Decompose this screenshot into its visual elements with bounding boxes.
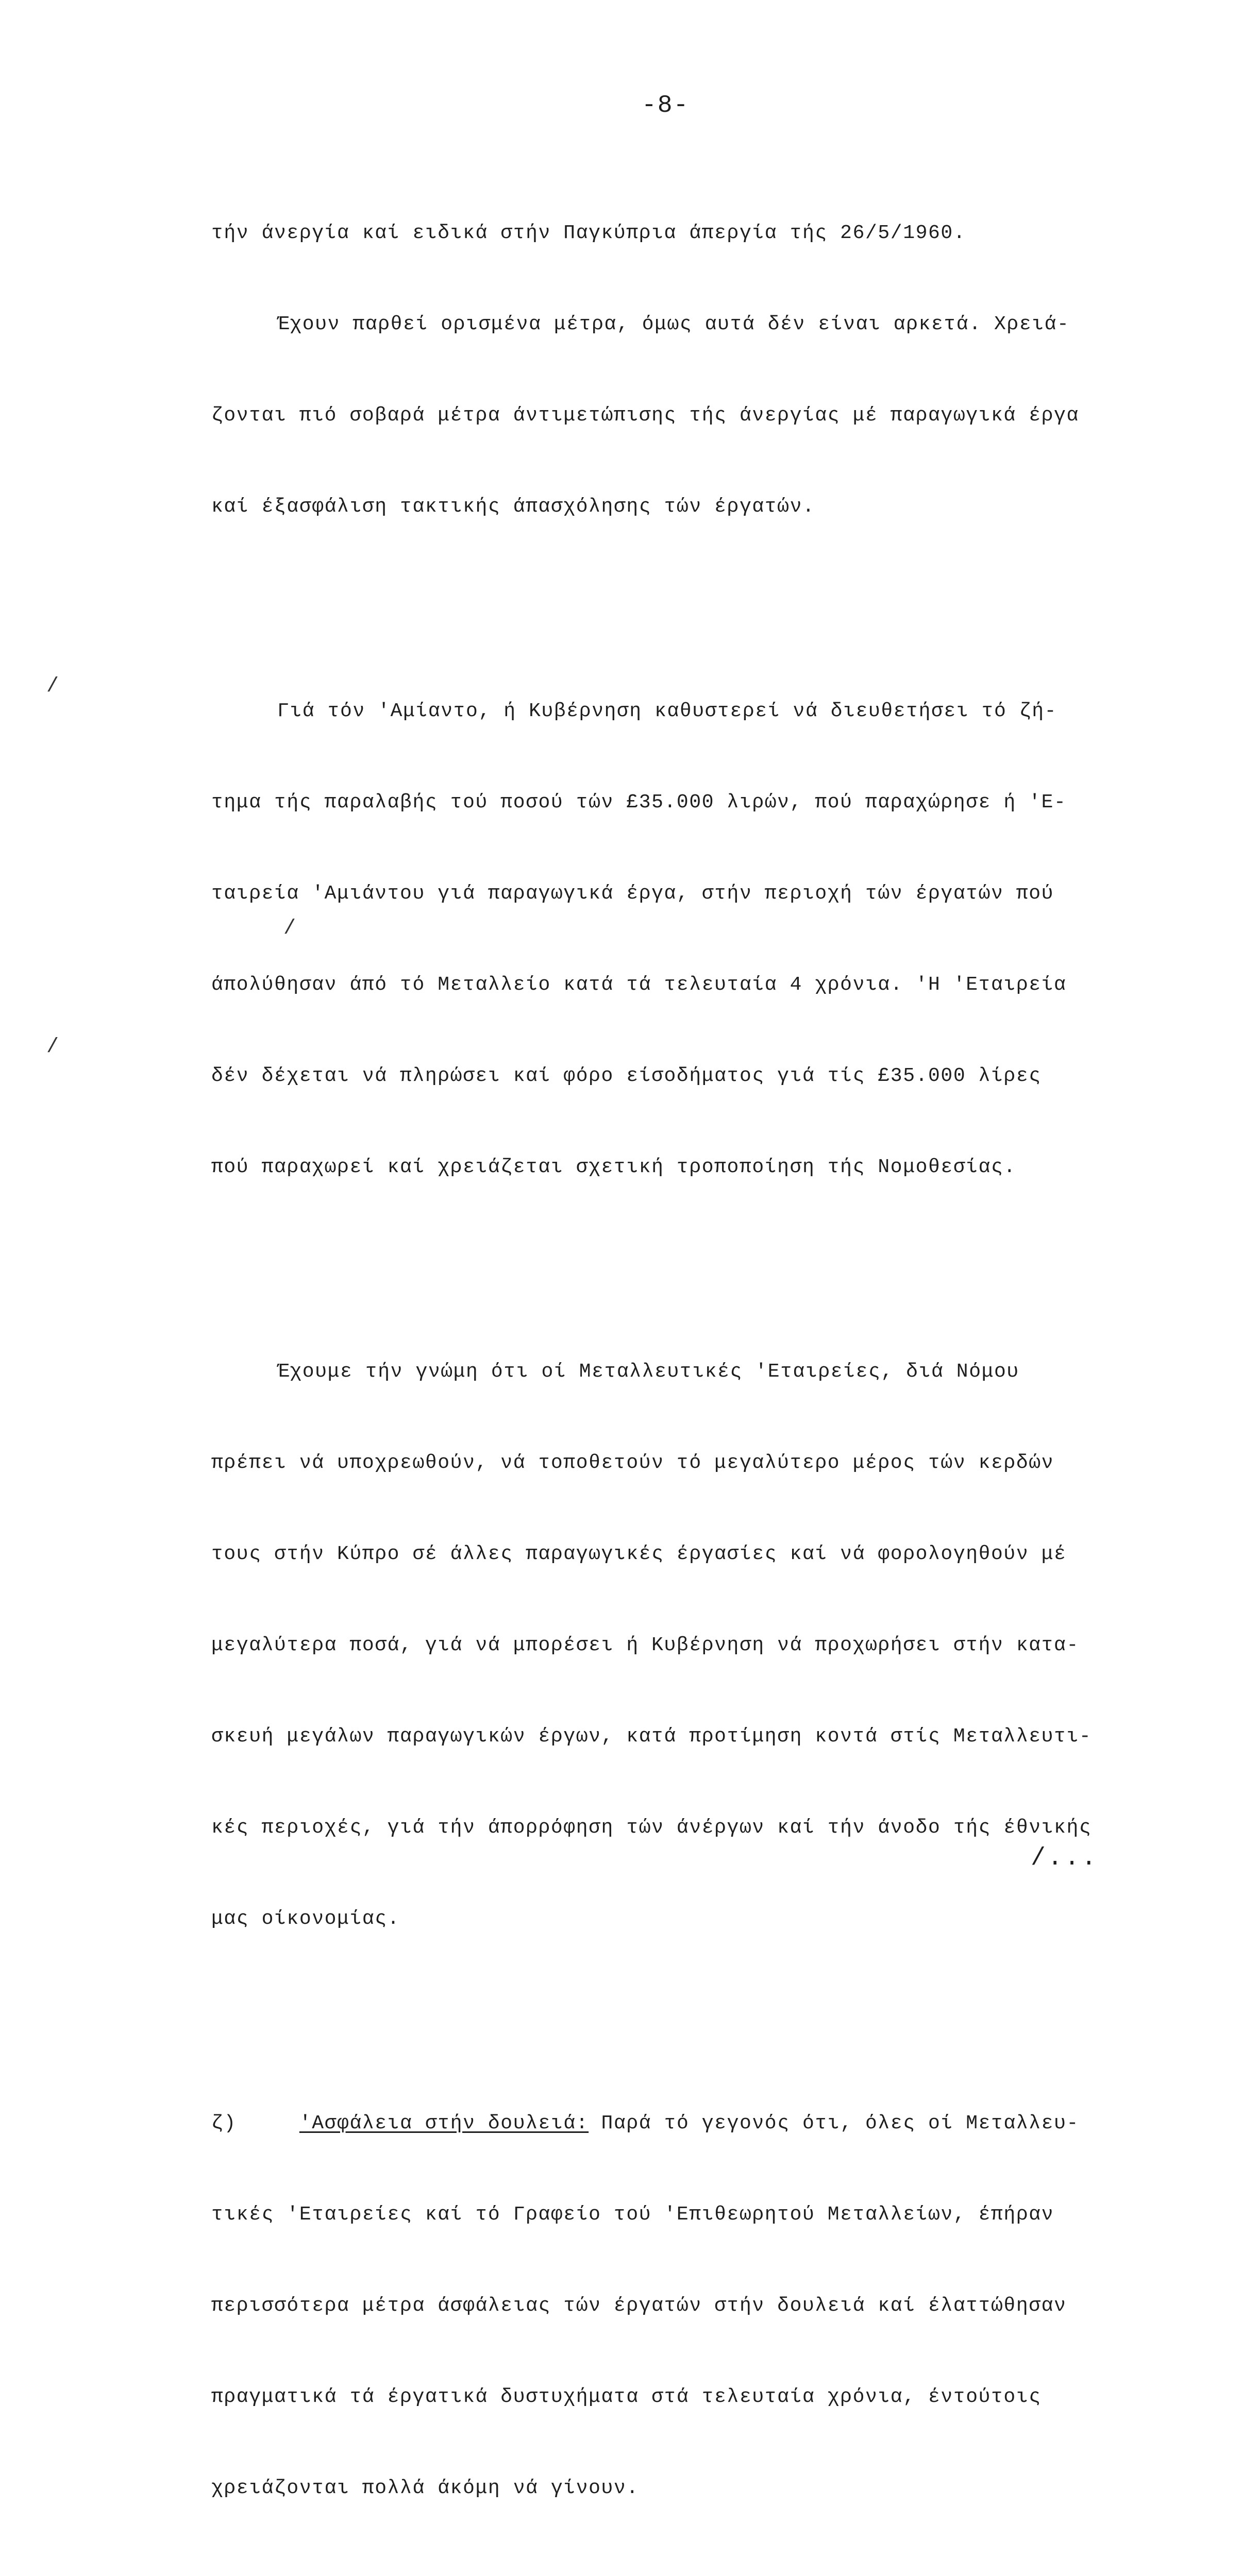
line: Παρά τό γεγονός ότι, όλες οί Μεταλλευ- [589, 2112, 1079, 2134]
line: Έχουμε τήν γνώμη ότι οί Μεταλλευτικές 'Εταιρείες, διά Νόμου [277, 1361, 1019, 1383]
line: τους στήν Κύπρο σέ άλλες παραγωγικές έργασίες καί νά φορολογηθούν μέ [211, 1543, 1067, 1565]
section-line [211, 2108, 1180, 2139]
line: άπολύθησαν άπό τό Μεταλλείο κατά τά τελευταία 4 χρόνια. 'Η 'Εταιρεία [211, 974, 1067, 996]
line: σκευή μεγάλων παραγωγικών έργων, κατά προτίμηση κοντά στίς Μεταλλευτι- [211, 1725, 1092, 1748]
line: μας οίκονομίας. [211, 1908, 400, 1930]
page-number: -8- [642, 92, 690, 120]
line: πρέπει νά υποχρεωθούν, νά τοποθετούν τό μεγαλύτερο μέρος τών κερδών [211, 1452, 1054, 1474]
margin-mark: / [283, 917, 296, 940]
line: περισσότερα μέτρα άσφάλειας τών έργατών στήν δουλειά καί έλαττώθησαν [211, 2295, 1067, 2317]
paragraph-line [211, 1357, 1180, 1387]
line: πού παραχωρεί καί χρειάζεται σχετική τροποποίηση τής Νομοθεσίας. [211, 1156, 1016, 1178]
margin-mark: / [46, 1036, 59, 1059]
document-body [211, 157, 1180, 2576]
line: τήν άνεργία καί ειδικά στήν Παγκύπρια άπεργία τής 26/5/1960. [211, 222, 966, 244]
line: κές περιοχές, γιά τήν άπορρόφηση τών άνέργων καί τήν άνοδο τής έθνικής [211, 1817, 1092, 1839]
line: ταιρεία 'Αμιάντου γιά παραγωγικά έργα, στήν περιοχή τών έργατών πού [211, 883, 1054, 905]
line: δέν δέχεται νά πληρώσει καί φόρο είσοδήματος γιά τίς £35.000 λίρες [211, 1065, 1042, 1087]
line: ζονται πιό σοβαρά μέτρα άντιμετώπισης τής άνεργίας μέ παραγωγικά έργα [211, 404, 1079, 427]
paragraph-line [211, 309, 1180, 340]
line: Γιά τόν 'Αμίαντο, ή Κυβέρνηση καθυστερεί νά διευθετήσει τό ζή- [277, 700, 1058, 722]
line: πραγματικά τά έργατικά δυστυχήματα στά τελευταία χρόνια, έντούτοις [211, 2386, 1042, 2408]
continuation-mark: /... [1031, 1844, 1099, 1872]
line: καί έξασφάλιση τακτικής άπασχόλησης τών έργατών. [211, 496, 815, 518]
section-heading: 'Ασφάλεια στήν δουλειά: [299, 2112, 589, 2134]
margin-mark: / [46, 675, 59, 698]
paragraph-line [211, 696, 1180, 726]
line: τικές 'Εταιρείες καί τό Γραφείο τού 'Επιθεωρητού Μεταλλείων, έπήραν [211, 2204, 1054, 2226]
line: τημα τής παραλαβής τού ποσού τών £35.000 λιρών, πού παραχώρησε ή 'Ε- [211, 791, 1067, 814]
line: χρειάζονται πολλά άκόμη νά γίνουν. [211, 2477, 639, 2499]
line: μεγαλύτερα ποσά, γιά νά μπορέσει ή Κυβέρνηση νά προχωρήσει στήν κατα- [211, 1634, 1079, 1656]
line: Έχουν παρθεί ορισμένα μέτρα, όμως αυτά δέν είναι αρκετά. Χρειά- [277, 313, 1070, 335]
section-label: ζ) [211, 2112, 237, 2134]
